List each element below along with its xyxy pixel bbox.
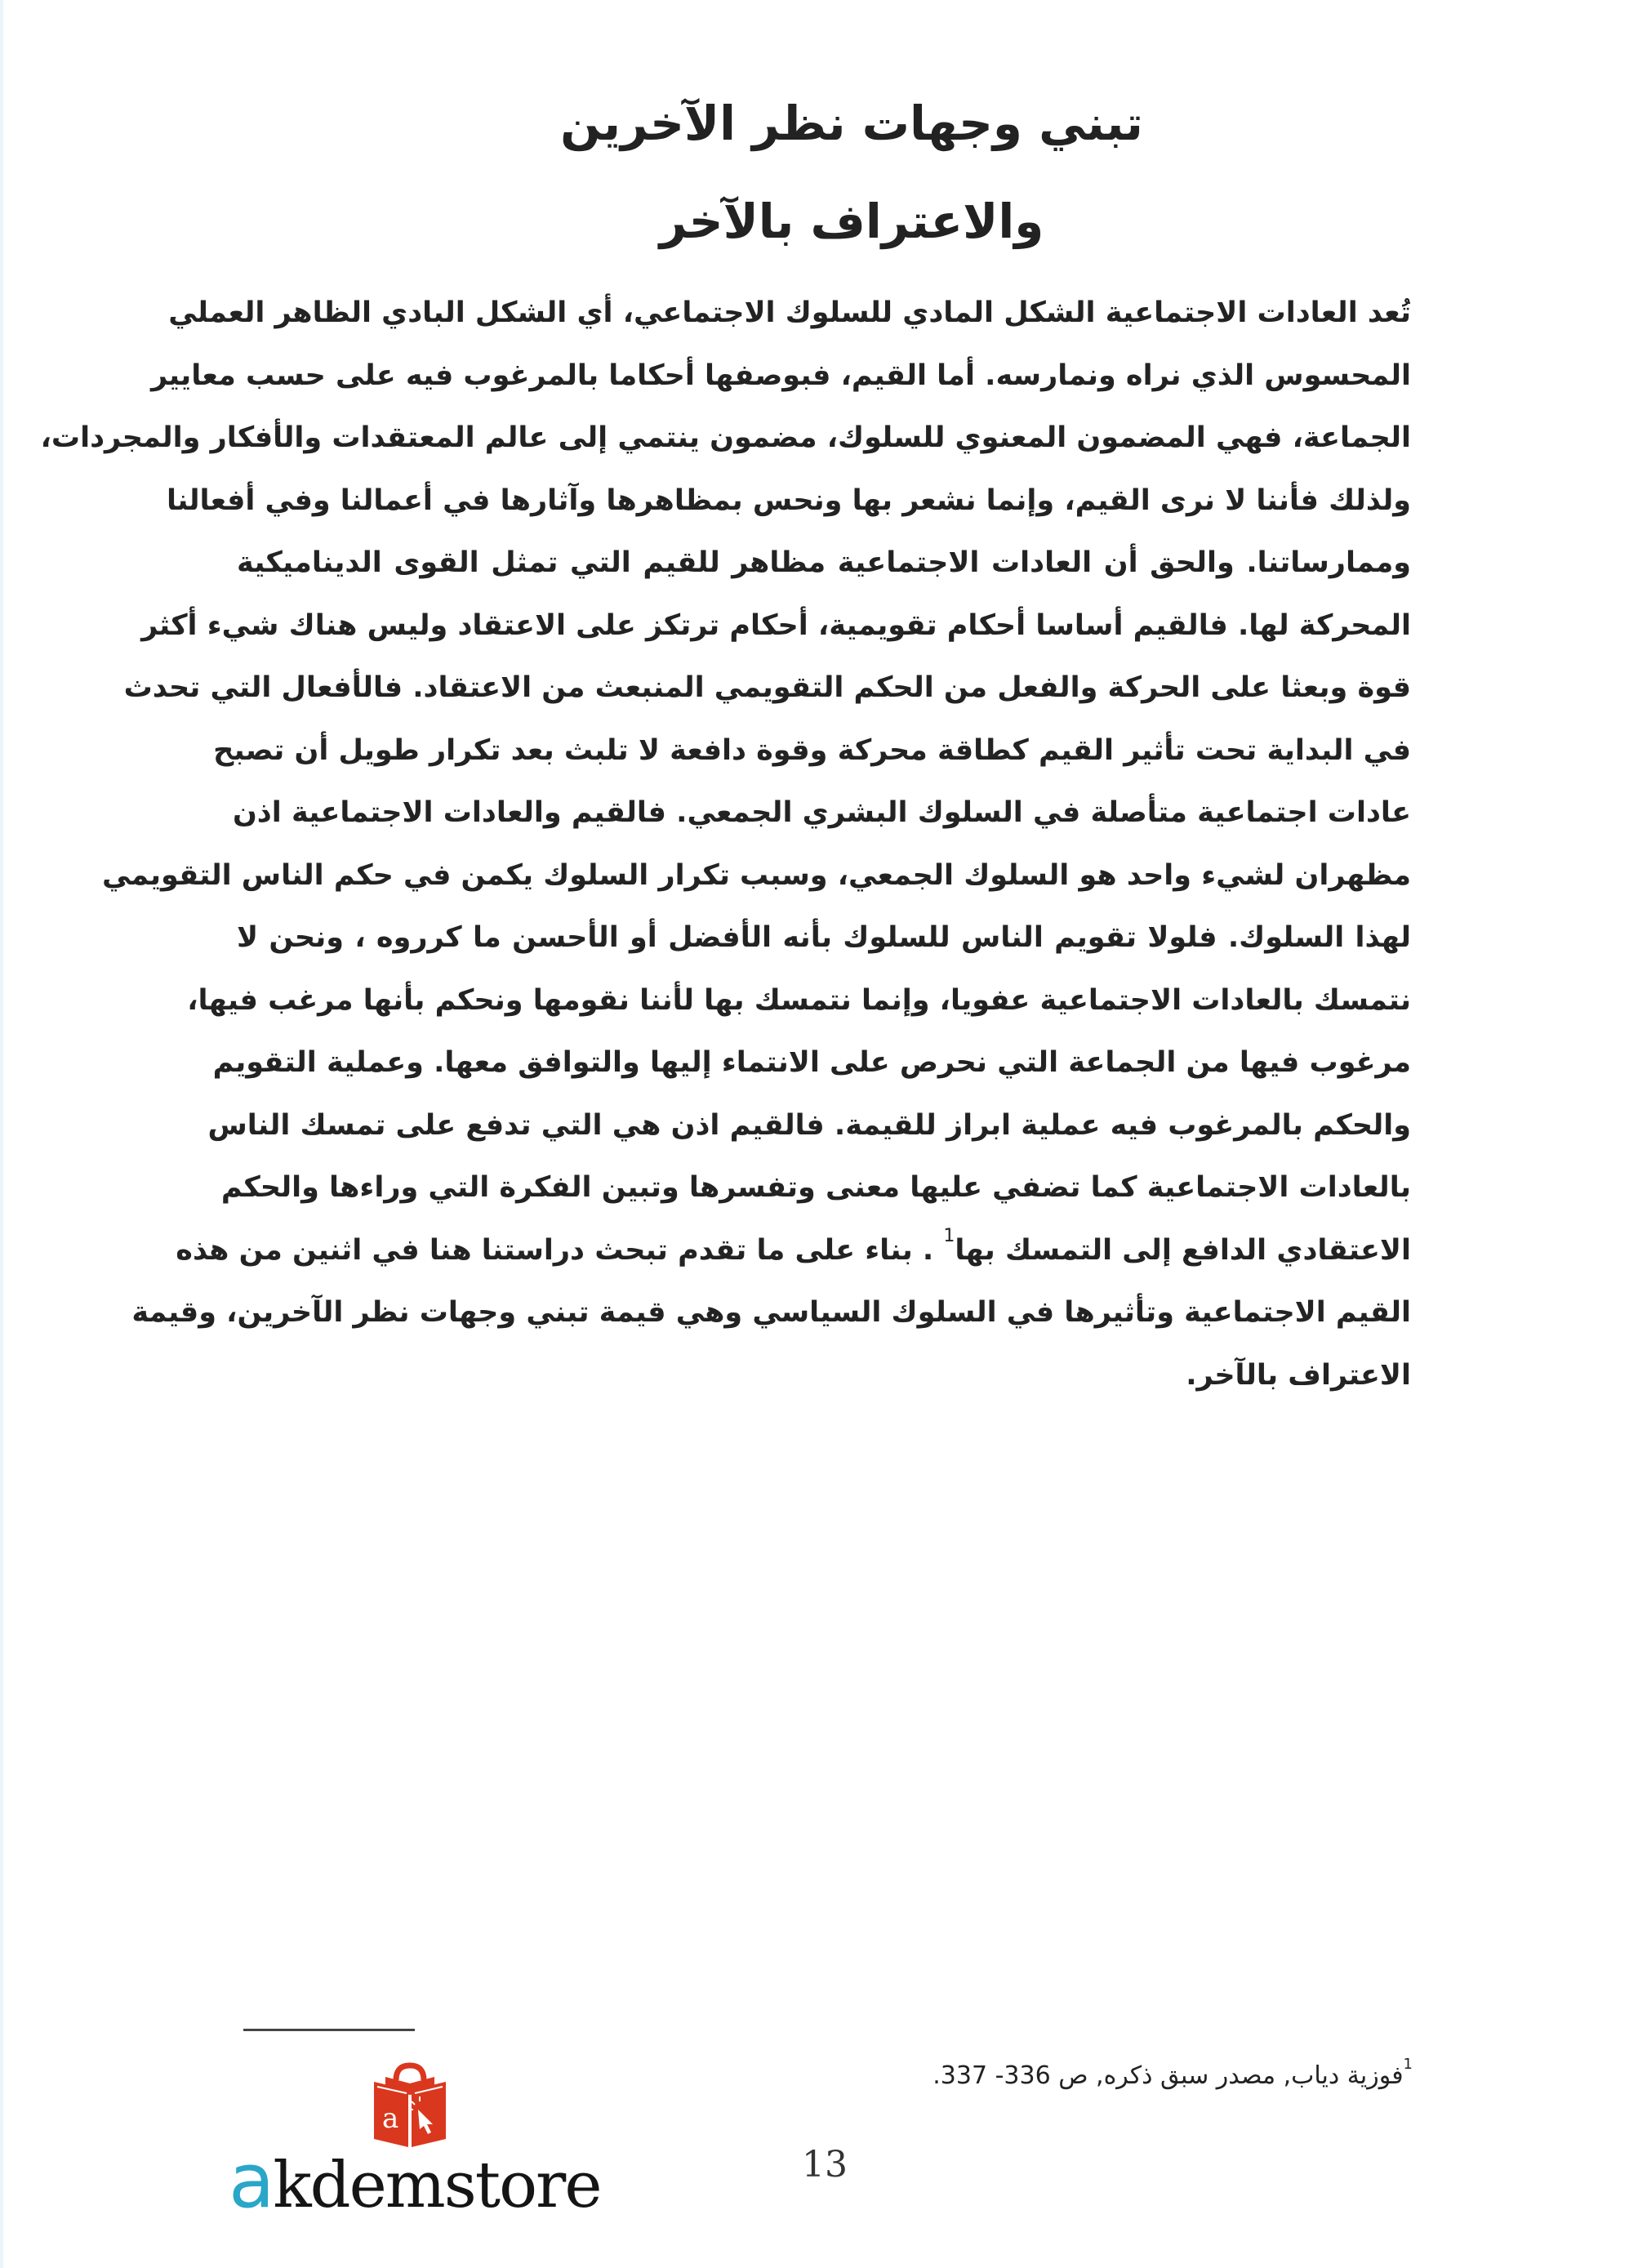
body-line: والحكم بالمرغوب فيه عملية ابراز للقيمة. فالقيم اذن هي التي تدفع على تمسك الناس	[207, 1108, 1411, 1142]
logo-wordmark	[229, 2137, 601, 2225]
body-text: الاعتقادي الدافع إلى التمسك بها	[955, 1233, 1411, 1267]
footnote-separator	[243, 2029, 415, 2031]
body-line: قوة وبعثا على الحركة والفعل من الحكم التقويمي المنبعث من الاعتقاد. فالأفعال التي تحدث	[123, 671, 1411, 704]
body-line: ولذلك فأننا لا نرى القيم، وإنما نشعر بها ونحس بمظاهرها وآثارها في أعمالنا وفي أفعالنا	[166, 483, 1411, 517]
body-line: في البداية تحت تأثير القيم كطاقة محركة وقوة دافعة لا تلبث بعد تكرار طويل أن تصبح	[213, 733, 1411, 767]
body-text: . بناء على ما تقدم تبحث دراستنا هنا في اثنين من هذه	[176, 1233, 934, 1267]
body-line-with-footnote	[176, 1219, 1411, 1282]
body-line: مرغوب فيها من الجماعة التي نحرص على الانتماء إليها والتوافق معها. وعملية التقويم	[212, 1046, 1411, 1079]
footnote-number: 1	[1403, 2056, 1413, 2073]
body-line: المحسوس الذي نراه ونمارسه. أما القيم، فبوصفها أحكاما بالمرغوب فيه على حسب معايير	[151, 359, 1411, 392]
body-line: المحركة لها. فالقيم أساسا أحكام تقويمية، أحكام ترتكز على الاعتقاد وليس هناك شيء أكثر	[141, 608, 1411, 642]
footnote-reference[interactable]: 1	[943, 1225, 955, 1246]
footnote-text: فوزية دياب, مصدر سبق ذكره, ص 336- 337.	[933, 2061, 1404, 2090]
svg-text:a: a	[382, 2102, 399, 2135]
page-number: 13	[802, 2144, 848, 2186]
logo-wordmark-rest: kdemstore	[273, 2149, 601, 2222]
scan-edge	[0, 0, 3, 2268]
body-line: بالعادات الاجتماعية كما تضفي عليها معنى وتفسرها وتبين الفكرة التي وراءها والحكم	[220, 1171, 1411, 1204]
akdemstore-logo	[229, 2062, 601, 2226]
body-line: مظهران لشيء واحد هو السلوك الجمعي، وسبب تكرار السلوك يكمن في حكم الناس التقويمي	[102, 858, 1411, 892]
footnote	[933, 2056, 1413, 2090]
book-cart-icon	[229, 2062, 596, 2152]
body-paragraph	[40, 282, 1411, 1406]
body-line: الاعتراف بالآخر.	[1186, 1358, 1411, 1392]
body-line: وممارساتنا. والحق أن العادات الاجتماعية مظاهر للقيم التي تمثل القوى الديناميكية	[237, 546, 1411, 579]
body-line: نتمسك بالعادات الاجتماعية عفويا، وإنما نتمسك بها لأننا نقومها ونحكم بأنها مرغب فيها،	[187, 983, 1411, 1017]
body-line: الجماعة، فهي المضمون المعنوي للسلوك، مضمون ينتمي إلى عالم المعتقدات والأفكار والمجردات،	[40, 421, 1411, 454]
body-line: عادات اجتماعية متأصلة في السلوك البشري الجمعي. فالقيم والعادات الاجتماعية اذن	[232, 796, 1411, 829]
chapter-title-line-2: والاعتراف بالآخر	[659, 194, 1044, 249]
logo-wordmark-a: a	[229, 2137, 274, 2225]
body-line: تُعد العادات الاجتماعية الشكل المادي للسلوك الاجتماعي، أي الشكل البادي الظاهر العملي	[168, 296, 1411, 329]
body-line: القيم الاجتماعية وتأثيرها في السلوك السياسي وهي قيمة تبني وجهات نظر الآخرين، وقيمة	[131, 1296, 1411, 1329]
body-line: لهذا السلوك. فلولا تقويم الناس للسلوك بأنه الأفضل أو الأحسن ما كرروه ، ونحن لا	[237, 921, 1411, 954]
chapter-title-line-1: تبني وجهات نظر الآخرين	[560, 96, 1143, 151]
